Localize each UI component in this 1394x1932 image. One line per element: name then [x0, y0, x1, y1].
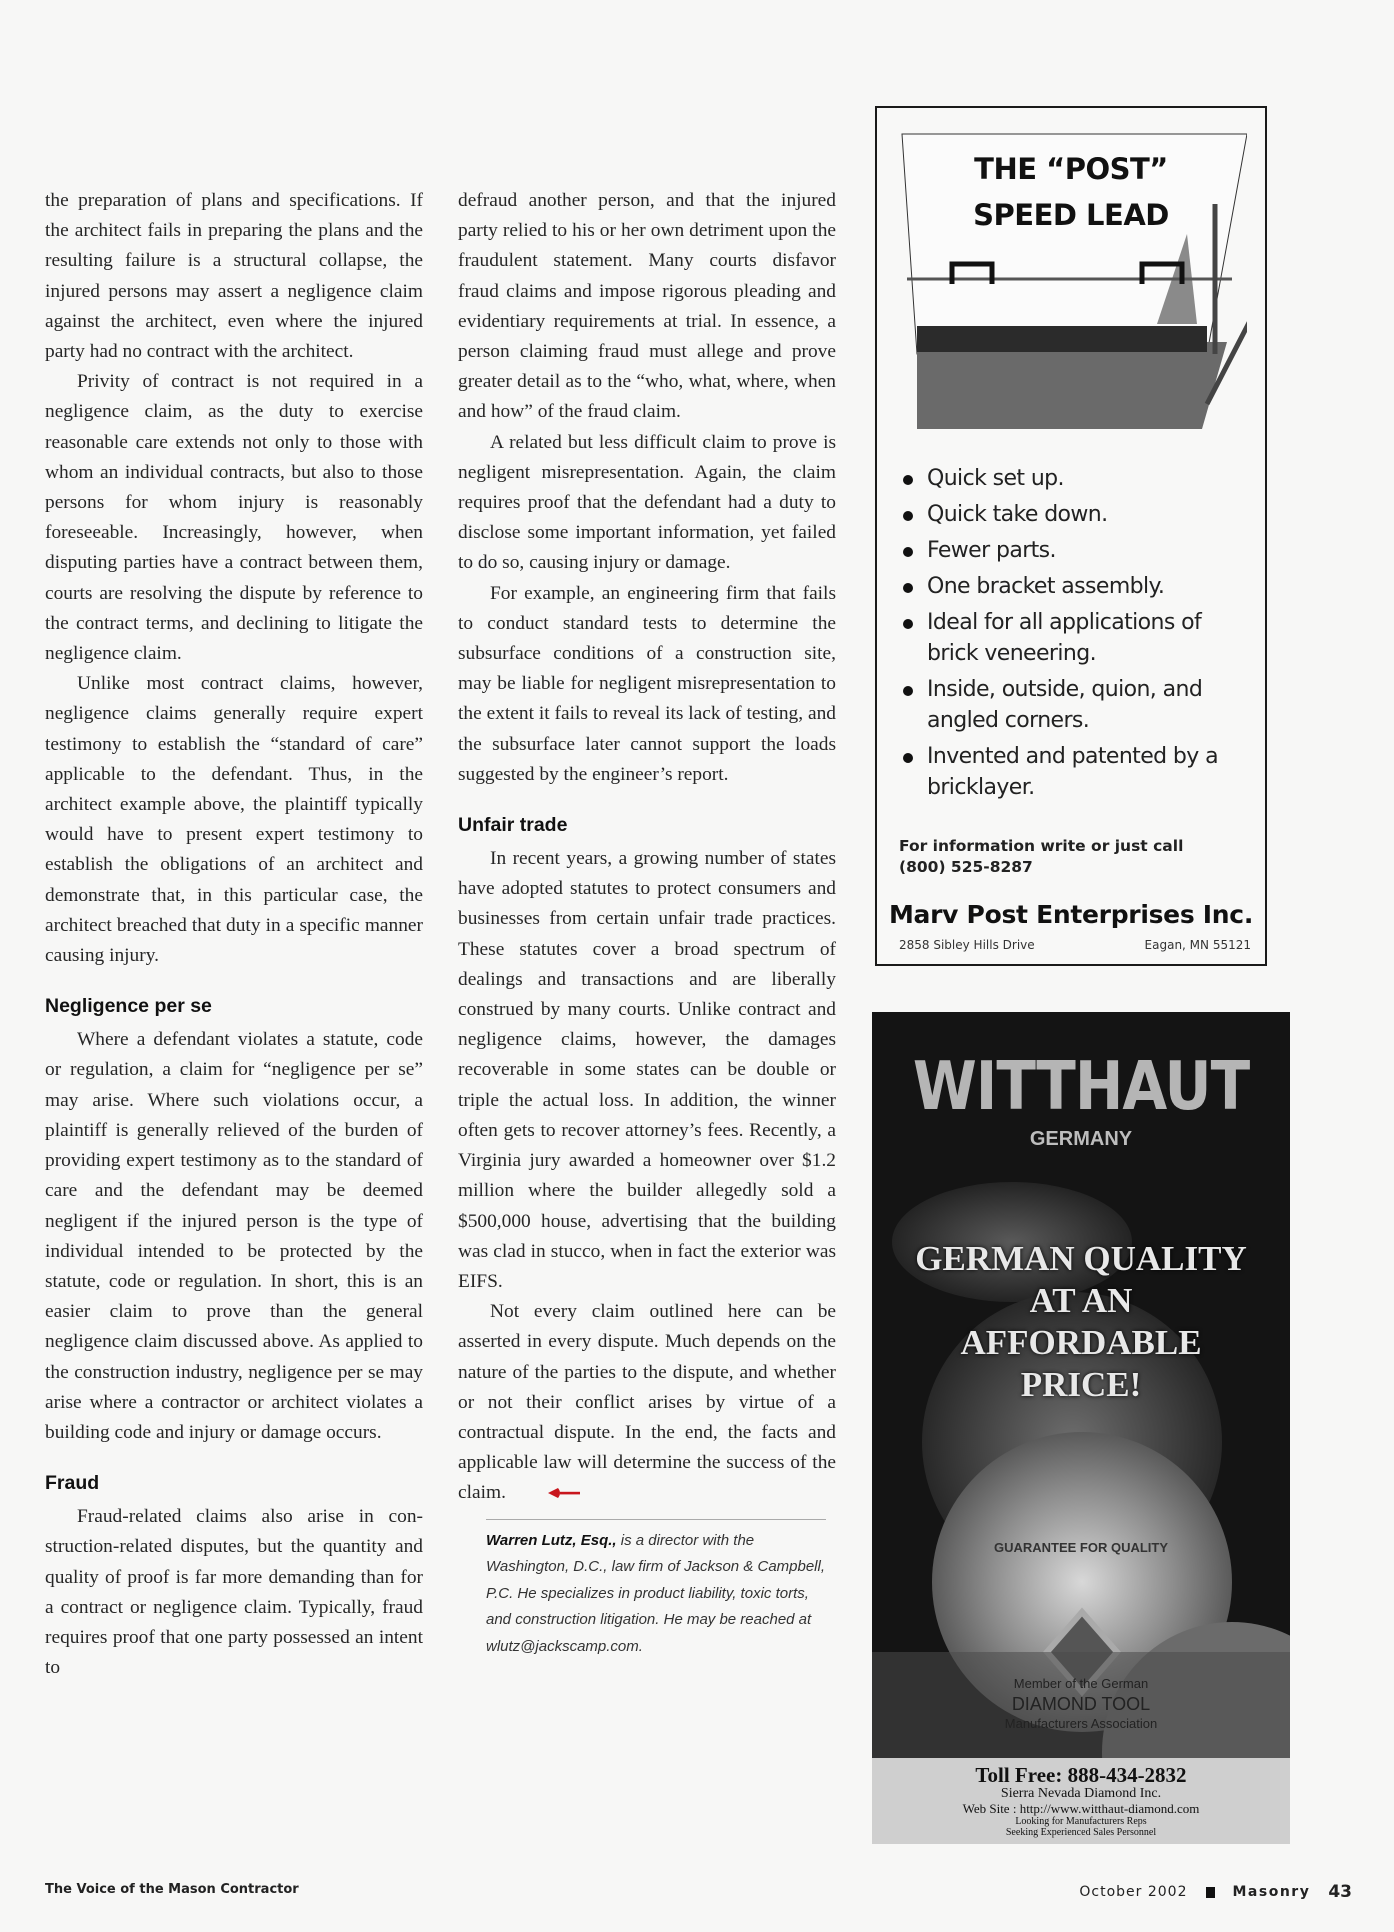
page-number: 43	[1328, 1882, 1352, 1902]
paragraph: the preparation of plans and specifications. If the architect fails in preparing the plans and the resulting failure is a structural collapse, the injured persons may assert a negligence claim against the architect, even where the injured party had no contract with the architect.	[45, 190, 423, 363]
website: Web Site : http://www.witthaut-diamond.com	[962, 1801, 1200, 1816]
ad-title: THE “POST” SPEED LEAD	[973, 152, 1169, 232]
magazine-name: Masonry	[1232, 1884, 1311, 1900]
paragraph: Unlike most contract claims, however, negligence claims generally require expert testimony to establish the “standard of care” applicable to the defendant. Thus, in the architect example above, the plaintiff typically would have to present expert testimony to establish the obligations of an architect and demonstrate that, in this particular case, the architect breached that duty in a specific manner causing injury.	[45, 673, 423, 967]
witthaut-ad	[872, 1012, 1290, 1844]
ad-headline: GERMAN QUALITY AT AN AFFORDABLE PRICE!	[915, 1239, 1247, 1404]
paragraph-text: Not every claim outlined here can be asserted in every dispute. Much depends on the nature of the parties to the dispute, and whether or not their conflict arises by virtue of a contractual dispute. In the end, the facts and applicable law will determine the success of the claim.	[458, 1301, 836, 1504]
blade-label: GUARANTEE FOR QUALITY	[993, 1540, 1169, 1555]
paragraph	[458, 1297, 836, 1509]
folio-tagline: The Voice of the Mason Contractor	[45, 1882, 299, 1897]
paragraph: defraud another person, and that the injured party relied to his or her own detriment upon the fraudulent statement. Many courts disfavor fraud claims and impose rigorous pleading and evidentiary requirements at trial. In essence, a person claiming fraud must allege and prove greater detail as to the “who, what, where, when and how” of the fraud claim.	[458, 190, 836, 423]
feature-item: Quick set up.	[899, 463, 1249, 494]
brand-country: GERMANY	[1029, 1128, 1133, 1150]
feature-item: Inside, outside, quion, and angled corners.	[899, 674, 1249, 736]
feature-list	[899, 463, 1249, 808]
feature-item: Ideal for all applications of brick veneering.	[899, 607, 1249, 669]
section-heading-unfair-trade: Unfair trade	[458, 814, 568, 837]
folio-right	[1079, 1882, 1352, 1902]
association-membership: Member of the German DIAMOND TOOL Manufacturers Association	[1004, 1676, 1158, 1731]
trowel-end-mark-icon	[516, 1479, 582, 1509]
article-column-1	[45, 186, 423, 1683]
toll-free-number: Toll Free: 888-434-2832	[975, 1763, 1187, 1787]
section-heading-negligence-per-se: Negligence per se	[45, 995, 212, 1018]
feature-item: Fewer parts.	[899, 535, 1249, 566]
paragraph: Fraud-related claims also arise in construction-related disputes, but the quantity and quality of proof is far more demanding than for a contract or negligence claim. Typically, fraud requires proof that one party possessed an intent to	[45, 1506, 423, 1679]
author-name: Warren Lutz, Esq.,	[486, 1531, 617, 1549]
author-bio-text: is a director with the Washington, D.C., law firm of Jackson & Campbell, P.C. He specializes in product liability, toxic torts, and construction litigation. He may be reached at wlutz@jackscamp.com.	[486, 1531, 826, 1655]
author-bio	[486, 1528, 836, 1661]
feature-item: Invented and patented by a bricklayer.	[899, 741, 1249, 803]
article-column-2	[458, 186, 836, 1660]
square-separator-icon	[1206, 1887, 1215, 1898]
company-address: 2858 Sibley Hills Drive Eagan, MN 55121	[899, 938, 1251, 952]
bio-divider	[486, 1519, 826, 1520]
ad-contact-footer: Toll Free: 888-434-2832 Sierra Nevada Diamond Inc. Web Site : http://www.witthaut-diamond.com Looking for Manufacturers Reps Seeking Experienced Sales Personnel	[872, 1758, 1290, 1844]
issue-date: October 2002	[1079, 1884, 1188, 1900]
company-name: Marv Post Enterprises Inc.	[888, 900, 1254, 929]
phone-number: (800) 525-8287	[899, 858, 1033, 876]
post-speed-lead-ad	[875, 106, 1267, 966]
feature-item: One bracket assembly.	[899, 571, 1249, 602]
section-heading-fraud: Fraud	[45, 1472, 100, 1495]
paragraph: For example, an engineering firm that fails to conduct standard tests to determine the subsurface conditions of a construction site, may be liable for negligent misrepresentation to the extent it fails to reveal its lack of testing, and the subsurface later cannot support the loads suggested by the engineer’s report.	[458, 582, 836, 785]
feature-item: Quick take down.	[899, 499, 1249, 530]
company-name: Sierra Nevada Diamond Inc.	[1000, 1786, 1162, 1801]
paragraph: A related but less difficult claim to prove is negligent misrepresentation. Again, the claim requires proof that the defendant had a duty to disclose some important information, yet failed to do so, causing injury or damage.	[458, 431, 836, 574]
paragraph: In recent years, a growing number of states have adopted statutes to protect consumers and businesses from certain unfair trade practices. These statutes cover a broad spectrum of dealings and transactions and are liberally construed by many courts. Unlike contract and negligence claims, however, the damages recoverable in some states can be double or triple the actual loss. In addition, the winner often gets to recover attorney’s fees. Recently, a Virginia jury awarded a homeowner over $1.2 million where the builder allegedly sold a $500,000 house, advertising that the building was clad in stucco, when in fact the exterior was EIFS.	[458, 848, 836, 1292]
paragraph: Privity of contract is not required in a negligence claim, as the duty to exercise reasonable care extends not only to those with whom an individual contracts, but also to those persons for whom injury is reasonably foreseeable. Increasingly, however, when disputing parties have a contract between them, courts are resolving the dispute by reference to the contract terms, and declining to litigate the negligence claim.	[45, 371, 423, 665]
paragraph: Where a defendant violates a statute, code or regulation, a claim for “negligence per se” may arise. Where such violations occur, a plaintiff is generally relieved of the burden of providing expert testimony as to the standard of care and the defendant may be deemed negligent if the injured person is the type of individual intended to be protected by the statute, code or regulation. In short, this is an easier claim to prove than the general negligence claim discussed above. As applied to the construction industry, negligence per se may arise where a contractor or architect violates a building code and injury or damage occurs.	[45, 1029, 423, 1443]
contact-info: For information write or just call (800) 525-8287	[899, 837, 1184, 876]
brand-logo: WITTHAUT	[912, 1046, 1250, 1126]
